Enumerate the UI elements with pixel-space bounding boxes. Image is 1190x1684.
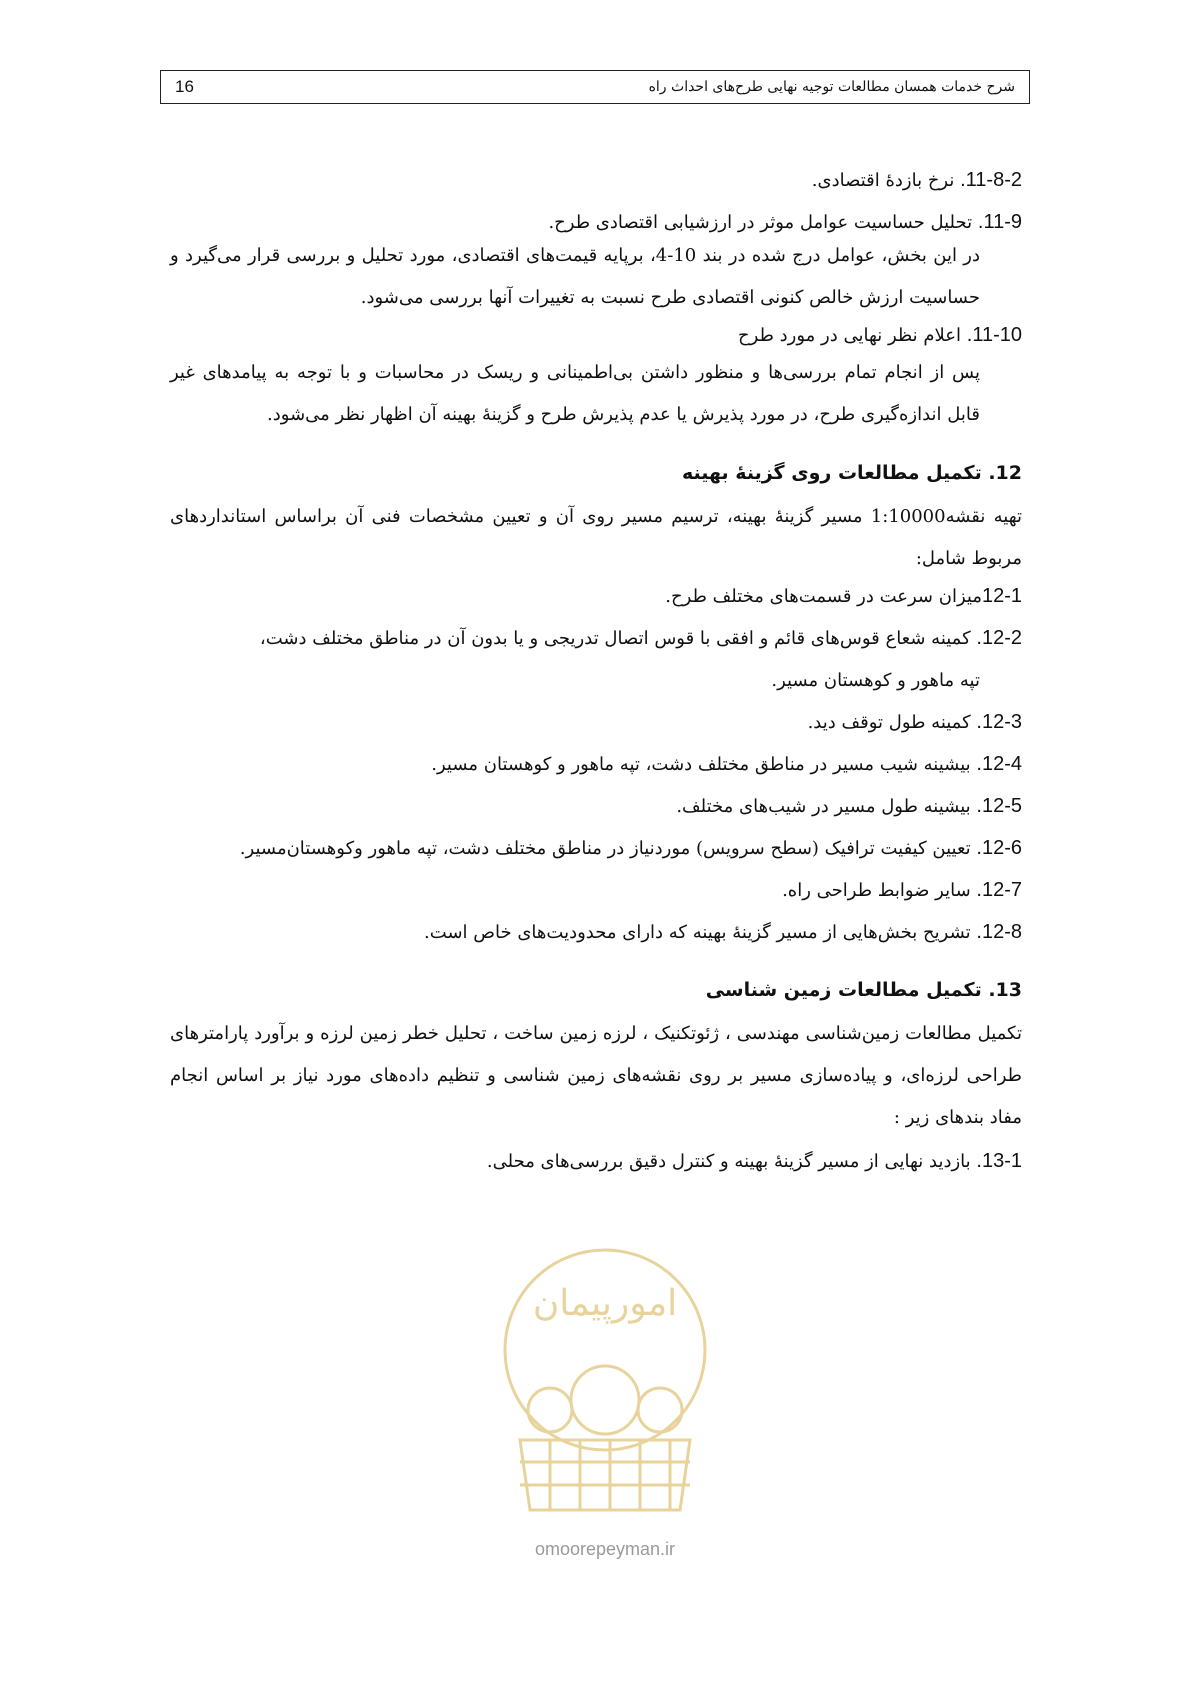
list-item: 12-6. تعیین کیفیت ترافیک (سطح سرویس) موردنیاز در مناطق مختلف دشت، تپه ماهور وکوهستان‌مسیر.: [239, 837, 1022, 859]
list-item: 13-1. بازدید نهایی از مسیر گزینهٔ بهینه و کنترل دقیق بررسی‌های محلی.: [486, 1150, 1022, 1172]
page-header: [160, 70, 1030, 104]
page-number: 16: [175, 77, 194, 96]
page-body: [170, 168, 1022, 1191]
paragraph: پس از انجام تمام بررسی‌ها و منظور داشتن بی‌اطمینانی و ریسک در محاسبات و با توجه به پیامدهای غیر قابل اندازه‌گیری طرح، در مورد پذیرش یا عدم پذیرش طرح و گزینهٔ بهینه آن اظهار نظر می‌شود.: [170, 362, 980, 425]
list-item: 12-8. تشریح بخش‌هایی از مسیر گزینهٔ بهینه که دارای محدودیت‌های خاص است.: [424, 921, 1022, 943]
list-item: 12-4. بیشینه شیب مسیر در مناطق مختلف دشت، تپه ماهور و کوهستان مسیر.: [431, 753, 1022, 775]
paragraph: در این بخش، عوامل درج شده در بند 10-4، برپایه قیمت‌های اقتصادی، مورد تحلیل و بررسی قرار می‌گیرد و حساسیت ارزش خالص کنونی اقتصادی طرح نسبت به تغییرات آنها بررسی می‌شود.: [170, 245, 981, 308]
running-title: شرح خدمات همسان مطالعات توجیه نهایی طرح‌های احداث راه: [648, 79, 1015, 95]
list-item: 12-1میزان سرعت در قسمت‌های مختلف طرح.: [665, 585, 1022, 607]
section-heading: 13. تکمیل مطالعات زمین شناسی: [705, 979, 1022, 1001]
watermark-logo: [480, 1240, 730, 1570]
list-item: 11-10. اعلام نظر نهایی در مورد طرح: [738, 324, 1022, 346]
section-heading: 12. تکمیل مطالعات روی گزینهٔ بهینه: [681, 462, 1022, 484]
list-item: 12-3. کمینه طول توقف دید.: [807, 711, 1022, 733]
list-item: 12-5. بیشینه طول مسیر در شیب‌های مختلف.: [676, 795, 1022, 817]
list-item: 12-7. سایر ضوابط طراحی راه.: [782, 879, 1022, 901]
paragraph: تهیه نقشه1:10000 مسیر گزینهٔ بهینه، ترسیم مسیر روی آن و تعیین مشخصات فنی آن براساس استانداردهای مربوط شامل:: [170, 506, 1023, 569]
list-item: 12-2. کمینه شعاع قوس‌های قائم و افقی با قوس اتصال تدریجی و یا بدون آن در مناطق مختلف دشت، تپه ماهور و کوهستان مسیر.: [259, 627, 1022, 691]
watermark-site: omoorepeyman.ir: [534, 1539, 676, 1559]
paragraph: تکمیل مطالعات زمین‌شناسی مهندسی ، ژئوتکنیک ، لرزه زمین ساخت ، تحلیل خطر زمین لرزه و برآورد پارامترهای طراحی لرزه‌ای، و پیاده‌سازی مسیر بر روی نقشه‌های زمین شناسی و تنظیم داده‌های مورد نیاز بر اساس انجام مفاد بندهای زیر :: [170, 1023, 1022, 1128]
watermark-logo-text: امورپیمان: [532, 1283, 678, 1324]
list-item: 11-8-2. نرخ بازدهٔ اقتصادی.: [811, 169, 1022, 191]
list-item: 11-9. تحلیل حساسیت عوامل موثر در ارزشیابی اقتصادی طرح.: [548, 211, 1022, 233]
